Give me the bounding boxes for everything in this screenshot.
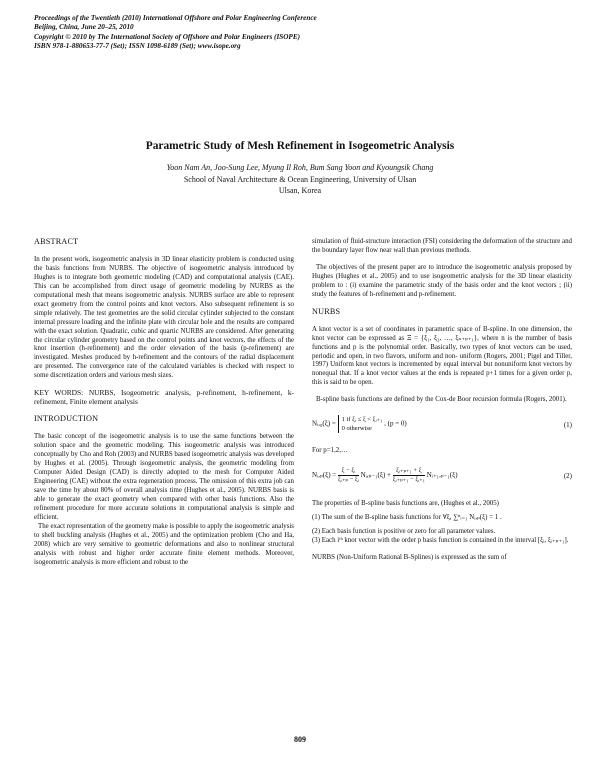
eq2-term-2: Nᵢ₊₁,ₚ₋₁(ξ) xyxy=(426,471,458,480)
introduction-heading: INTRODUCTION xyxy=(34,414,99,424)
eq2-term-1: Nᵢ,ₚ₋₁(ξ) + xyxy=(360,471,391,480)
knot-vector-formula: Ξ = {ξ₁, ξ₂, …, ξₙ₊ₚ₊₁} xyxy=(406,334,478,342)
nurbs-definition-paragraph: NURBS (Non-Uniform Rational B-Splines) is expressed as the sum of xyxy=(312,554,507,562)
fsi-paragraph: simulation of fluid-structure interaction (FSI) considering the deformation of the structure and the boundary layer flow near wall than previous methods. xyxy=(312,238,572,254)
abstract-text: In the present work, isogeometric analysis in 3D linear elasticity problem is conducted using the basis functions from NURBS. The objective of isogeometric analysis introduced by Hughes is to integrate both geometric modeling (CAD) and computational analysis (CAE). This can be accomplished from direct usage of geometric modeling by NURBS as the computational mesh that means isogeometric analysis. NURBS surface are able to represent exact geometry from the control points and knot vectors. Also subsequent refinement is so simple relatively. The test geometries are the solid circular cylinder subjected to the constant internal pressure loading and the infinite plate with circular hole and the results are compared with the exact solution. Quadratic, cubic and quartic NURBS are considered. After generating the circular cylinder geometry based on the control points and knot vectors, the effects of the knot insertion (h-refinement) and the order elevation of the basis (p-refinement) are investigated. Meshes produced by h-refinement and the contours of the radial displacement are presented. The convergence rate of the calculated variables is checked with respect to some discretization orders and various mesh sizes. xyxy=(34,255,294,380)
conference-header xyxy=(34,14,317,52)
for-p-label: For p=1,2,… xyxy=(312,447,348,455)
header-line-1: Proceedings of the Twentieth (2010) International Offshore and Polar Engineering Conference xyxy=(34,14,317,22)
eq1-case-1: 1 if ξᵢ ≤ ξ < ξᵢ₊₁ xyxy=(341,416,383,424)
author-list: Yoon Nam An, Joo-Sung Lee, Myung Il Roh, Bum Sang Yoon and Kyoungsik Chang xyxy=(166,163,434,172)
knot-vector-paragraph xyxy=(312,326,572,389)
right-column xyxy=(312,238,572,571)
eq1-number: (1) xyxy=(563,421,572,430)
nurbs-heading: NURBS xyxy=(312,306,341,316)
eq2-number: (2) xyxy=(563,472,572,481)
eq1-condition: , (p = 0) xyxy=(384,419,407,428)
eq2-f1-denominator: ξᵢ₊ₚ − ξᵢ xyxy=(337,476,359,484)
eq2-f1-numerator: ξ − ξᵢ xyxy=(338,467,359,476)
properties-intro: The properties of B-spline basis functions are, (Hughes et al., 2005) xyxy=(312,500,499,508)
paper-title: Parametric Study of Mesh Refinement in Isogeometric Analysis xyxy=(145,140,455,152)
knot-vector-text-a: A knot vector is a set of coordinates in parametric space of B-spline. In one dimension, the knot vector can be expressed as xyxy=(312,325,572,342)
left-column xyxy=(34,238,294,575)
affiliation xyxy=(0,175,600,196)
introduction-paragraph-1: The basic concept of the isogeometric analysis is to use the same functions between the solution space and the geometric modeling. This isogeometric analysis was introduced conceptually by Cho and Roh (2003) and NURBS based isogeometric analysis was developed by Hughes et al. (2005). Through isogeometric analysis, the geometric modeling from Computer Aided Design (CAD) is directly adopted to the mesh for Computer Aided Engineering (CAE) without the extra regeneration process. The omission of this extra job can save the time by about 80% of overall analysis time (Hughes et al., 2005). NURBS basis is able to generate the exact geometry when compared with other basis functions. Also the refinement procedure for more accurate solutions in computational analysis is simple and efficient. xyxy=(34,433,294,521)
header-line-4: ISBN 978-1-880653-77-7 (Set); ISSN 1098-6189 (Set); www.isope.org xyxy=(34,42,241,51)
equation-1 xyxy=(312,413,572,439)
equation-2 xyxy=(312,464,572,492)
eq2-f2-numerator: ξᵢ₊ₚ₊₁ + ξ xyxy=(393,467,425,476)
knot-vector-text-b: , where n is the number of basis functions and p is the polynomial order. Basically, two types of knot vectors can be used, periodic and open, in two flavors, uniform and non- uniform (Rogers, 2001; Pigel and Tiller, 1997) Uniform knot vectors is incremented by equal interval but nonuniform knot vectors by nonequal that. If a knot vector values at the ends is repeated p+1 times for a given order p, this is said to be open. xyxy=(312,334,572,387)
eq1-case-2: 0 otherwise xyxy=(341,425,372,433)
cox-de-boor-paragraph: B-spline basis functions are defined by the Cox-de Boor recursion formula (Rogers, 2001). xyxy=(316,396,567,404)
eq2-lhs: Nᵢ,ₚ(ξ) = xyxy=(312,471,337,480)
property-1: (1) The sum of the B-spline basis functions for ∀ξ, ∑ⁿᵢ₌₁ Nᵢ,ₚ(ξ) = 1 . xyxy=(312,514,502,522)
header-line-3: Copyright © 2010 by The International Society of Offshore and Polar Engineers (ISOPE) xyxy=(34,32,301,41)
property-2: (2) Each basis function is positive or zero for all parameter values. xyxy=(312,528,496,536)
property-3: (3) Each iᵗʰ knot vector with the order p basis function is contained in the interval [ξᵢ, ξᵢ₊ₚ₊₁]. xyxy=(312,537,569,545)
affiliation-line-1: School of Naval Architecture & Ocean Engineering, University of Ulsan xyxy=(183,175,417,184)
keywords: KEY WORDS: NURBS, Isogeometric analysis, p-refinement, h-refinement, k-refinement, Finite element analysis xyxy=(34,388,294,407)
eq2-f2-denominator: ξᵢ₊ₚ₊₁ − ξᵢ₊₁ xyxy=(392,476,425,484)
eq1-lhs: Nᵢ,₀(ξ) = xyxy=(312,419,336,428)
page-number: 809 xyxy=(294,735,306,744)
eq2-fraction-1 xyxy=(338,467,359,484)
introduction-paragraph-2: The exact representation of the geometry make is possible to apply the isogeometric analysis to shell buckling analysis (Hughes et al., 2005) and the optimization problem (Cho and Ha, 2008) which are very sensitive to geometric deformations and also to nonlinear structural analysis with robust and higher order accurate finite element methods. Moreover, isogeometric analysis is more efficient and robust to the xyxy=(34,522,294,566)
affiliation-line-2: Ulsan, Korea xyxy=(278,185,322,195)
abstract-heading: ABSTRACT xyxy=(34,237,79,246)
header-line-2: Beijing, China, June 20–25, 2010 xyxy=(34,23,134,32)
eq2-fraction-2 xyxy=(393,467,425,484)
objectives-paragraph: The objectives of the present paper are to introduce the isogeometric analysis proposed by Hughes (Hughes et al., 2005) and to use isogeometric analysis for the 3D linear elasticity problem to : (i) examine the parametric study of the basis order and the knot vectors ; (ii) study the features of h-refinement and p-refinement. xyxy=(312,263,572,298)
